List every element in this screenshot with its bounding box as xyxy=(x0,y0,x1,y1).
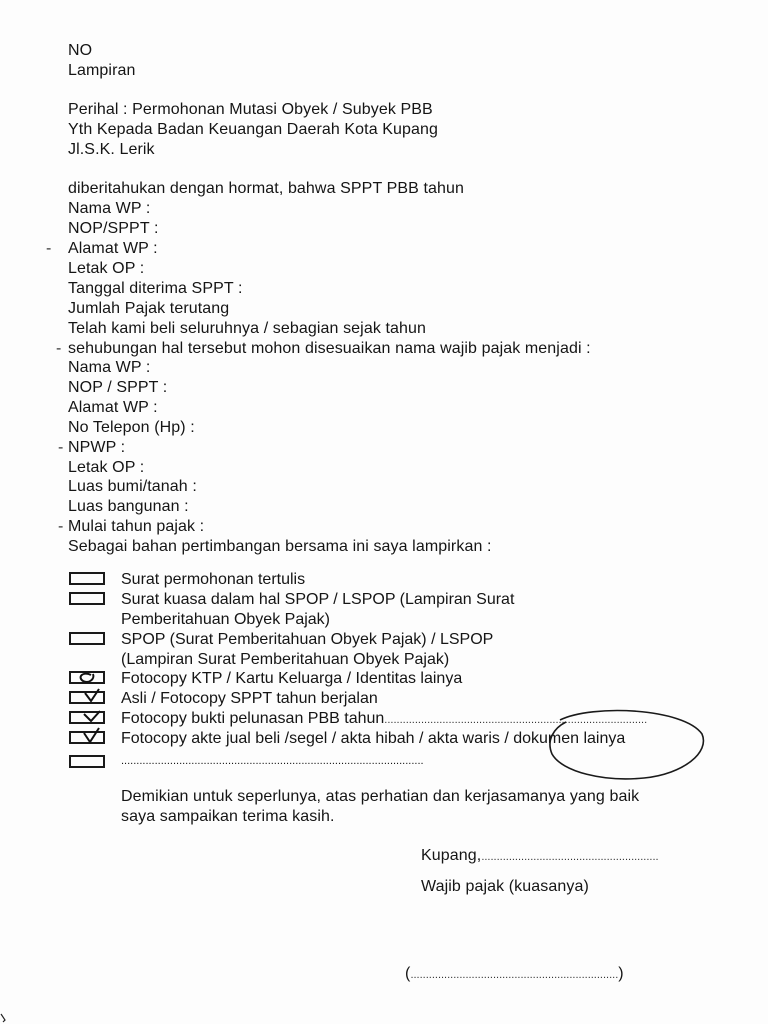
recipient-line: Yth Kepada Badan Keuangan Daerah Kota Kupang xyxy=(68,121,439,138)
tanggal-diterima-field: Tanggal diterima SPPT : xyxy=(68,280,243,297)
stray-dash-mark: - xyxy=(56,340,62,357)
checkbox-fotocopy-ktp[interactable] xyxy=(69,671,105,684)
stray-dash-mark: - xyxy=(58,439,64,456)
date-blank: .......................................................... xyxy=(481,851,659,863)
stray-dash-mark: - xyxy=(46,240,52,257)
wajib-pajak-label: Wajib pajak (kuasanya) xyxy=(421,878,589,895)
attachment-surat-kuasa: Surat kuasa dalam hal SPOP / LSPOP (Lampiran Surat xyxy=(121,591,515,608)
attachment-spop: SPOP (Surat Pemberitahuan Obyek Pajak) / LSPOP xyxy=(121,631,494,648)
sebagai-bahan-line: Sebagai bahan pertimbangan bersama ini saya lampirkan : xyxy=(68,538,492,555)
sehubungan-line: sehubungan hal tersebut mohon disesuaikan nama wajib pajak menjadi : xyxy=(68,340,591,357)
telah-dibeli-line: Telah kami beli seluruhnya / sebagian sejak tahun xyxy=(68,320,427,337)
checkbox-akte-jual-beli[interactable] xyxy=(69,731,105,744)
kupang-date-line xyxy=(421,846,659,867)
check-mark-icon xyxy=(71,707,107,727)
alamat-wp-baru-field: Alamat WP : xyxy=(68,399,158,416)
check-mark-icon xyxy=(71,727,107,747)
nop-sppt-field: NOP/SPPT : xyxy=(68,220,159,237)
letak-op-baru-field: Letak OP : xyxy=(68,459,145,476)
jumlah-pajak-field: Jumlah Pajak terutang xyxy=(68,300,230,317)
pelunasan-year-blank: ...................................................................................... xyxy=(384,714,648,726)
perihal-line: Perihal : Permohonan Mutasi Obyek / Subyek PBB xyxy=(68,101,433,118)
checkbox-surat-permohonan[interactable] xyxy=(69,572,105,585)
closing-line-2: saya sampaikan terima kasih. xyxy=(121,808,335,825)
checkbox-bukti-pelunasan[interactable] xyxy=(69,711,105,724)
check-mark-icon xyxy=(71,687,107,707)
luas-bumi-field: Luas bumi/tanah : xyxy=(68,478,197,495)
attachment-akte-jual-beli: Fotocopy akte jual beli /segel / akta hibah / akta waris / dokumen lainya xyxy=(121,730,626,747)
checkbox-lainnya[interactable] xyxy=(69,755,105,768)
corner-speck-mark xyxy=(0,1010,12,1024)
attachment-spop-cont: (Lampiran Surat Pemberitahuan Obyek Pajak) xyxy=(121,651,450,668)
attachment-surat-kuasa-cont: Pemberitahuan Obyek Pajak) xyxy=(121,611,330,628)
attachment-asli-sppt: Asli / Fotocopy SPPT tahun berjalan xyxy=(121,690,378,707)
checkbox-surat-kuasa[interactable] xyxy=(69,592,105,605)
attachment-surat-permohonan: Surat permohonan tertulis xyxy=(121,571,306,588)
checkbox-spop[interactable] xyxy=(69,632,105,645)
signature-close-paren: ) xyxy=(618,965,624,982)
attachment-other-blank: ................................................................................................... xyxy=(121,755,424,767)
signature-open-paren: ( xyxy=(405,965,411,982)
nama-wp-field: Nama WP : xyxy=(68,200,151,217)
luas-bangunan-field: Luas bangunan : xyxy=(68,498,189,515)
street-line: Jl.S.K. Lerik xyxy=(68,141,155,158)
handwritten-circle-annotation xyxy=(544,708,708,786)
attachment-bukti-pelunasan-label: Fotocopy bukti pelunasan PBB tahun xyxy=(121,710,385,727)
nama-wp-baru-field: Nama WP : xyxy=(68,359,151,376)
signature-name-blank: .................................................................... xyxy=(410,969,619,981)
letak-op-field: Letak OP : xyxy=(68,260,145,277)
kupang-label: Kupang, xyxy=(421,847,482,864)
intro-line: diberitahukan dengan hormat, bahwa SPPT PBB tahun xyxy=(68,180,464,197)
attachment-fotocopy-ktp: Fotocopy KTP / Kartu Keluarga / Identitas lainya xyxy=(121,670,463,687)
check-mark-icon xyxy=(71,667,107,687)
no-label: NO xyxy=(68,42,93,59)
npwp-field: NPWP : xyxy=(68,439,126,456)
nop-sppt-baru-field: NOP / SPPT : xyxy=(68,379,168,396)
mulai-tahun-field: Mulai tahun pajak : xyxy=(68,518,205,535)
no-telepon-field: No Telepon (Hp) : xyxy=(68,419,195,436)
stray-dash-mark: - xyxy=(58,518,64,535)
alamat-wp-field: Alamat WP : xyxy=(68,240,158,257)
lampiran-label: Lampiran xyxy=(68,62,136,79)
checkbox-asli-sppt[interactable] xyxy=(69,691,105,704)
closing-line-1: Demikian untuk seperlunya, atas perhatian dan kerjasamanya yang baik xyxy=(121,788,640,805)
signature-name-line xyxy=(405,964,624,985)
